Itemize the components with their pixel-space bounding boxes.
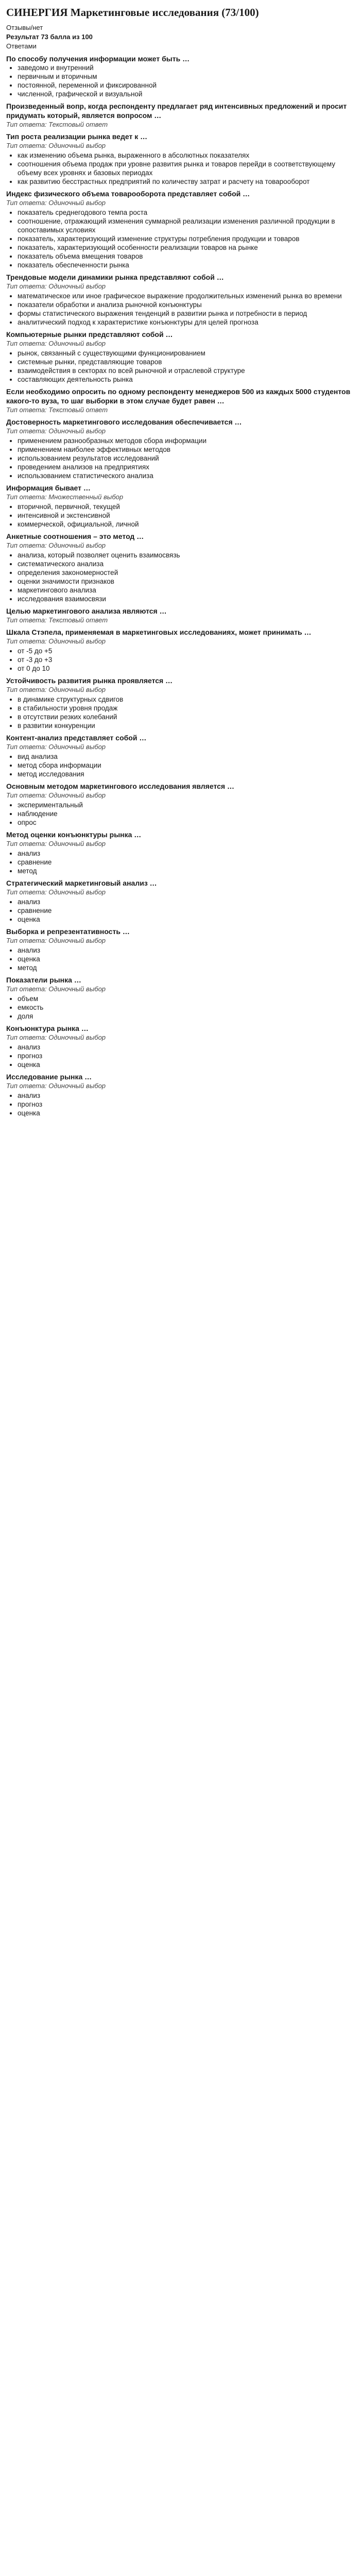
answer-option: • наблюдение xyxy=(18,809,355,818)
answer-type-label: Тип ответа: Одиночный выбор xyxy=(6,340,106,348)
question-text: Стратегический маркетинговый анализ … xyxy=(6,879,157,888)
question-text: Метод оценки конъюнктуры рынка … xyxy=(6,831,142,839)
answer-option: • в развитии конкуренции xyxy=(18,721,355,730)
answer-options xyxy=(6,849,355,875)
meta-line-2: Результат 73 балла из 100 xyxy=(6,33,93,41)
question-block xyxy=(6,330,355,384)
question-text: Контент-анализ представляет собой … xyxy=(6,734,147,742)
question-text: Целью маркетингового анализа являются … xyxy=(6,607,167,616)
answer-option: • показатель, характеризующий особенности реализации товаров на рынке xyxy=(18,243,355,252)
answer-option: • показатель объема вмещения товаров xyxy=(18,252,355,261)
answer-option: • анализ xyxy=(18,946,355,955)
answer-options xyxy=(6,946,355,972)
answer-option: • аналитический подход к характеристике конъюнктуры для целей прогноза xyxy=(18,318,355,327)
answer-option: • анализ xyxy=(18,1043,355,1052)
answer-options xyxy=(6,502,355,529)
question-block xyxy=(6,927,355,972)
answer-options xyxy=(6,551,355,603)
meta-line-3: Ответами xyxy=(6,42,37,50)
answer-option: • прогноз xyxy=(18,1052,355,1060)
answer-option: • от 0 до 10 xyxy=(18,664,355,673)
answer-type-label: Тип ответа: Одиночный выбор xyxy=(6,791,106,800)
question-block xyxy=(6,54,355,98)
answer-option: • метод исследования xyxy=(18,770,355,778)
answer-options xyxy=(6,151,355,186)
question-block xyxy=(6,676,355,730)
answer-option: • соотношение, отражающий изменения суммарной реализации изменения различной продукции в сопоставимых условиях xyxy=(18,217,355,234)
answer-option: • анализ xyxy=(18,897,355,906)
question-text: Трендовые модели динамики рынка представляют собой … xyxy=(6,273,224,282)
question-block xyxy=(6,101,355,129)
answer-option: • первичным и вторичным xyxy=(18,72,355,81)
answer-option: • оценка xyxy=(18,955,355,963)
answer-option: • прогноз xyxy=(18,1100,355,1109)
question-block xyxy=(6,387,355,414)
question-text: Устойчивость развития рынка проявляется … xyxy=(6,676,173,685)
answer-option: • метод xyxy=(18,867,355,875)
question-text: Выборка и репрезентативность … xyxy=(6,927,130,936)
answer-option: • от -3 до +3 xyxy=(18,655,355,664)
answer-type-label: Тип ответа: Одиночный выбор xyxy=(6,743,106,751)
answer-option: • системные рынки, представляющие товаров xyxy=(18,358,355,366)
answer-options xyxy=(6,292,355,327)
answer-option: • коммерческой, официальной, личной xyxy=(18,520,355,529)
answer-option: • метод сбора информации xyxy=(18,761,355,770)
answer-option: • оценка xyxy=(18,1060,355,1069)
question-text: Исследование рынка … xyxy=(6,1073,92,1081)
answer-option: • применением разнообразных методов сбора информации xyxy=(18,436,355,445)
answer-options xyxy=(6,349,355,384)
answer-type-label: Тип ответа: Одиночный выбор xyxy=(6,142,106,150)
answer-option: • применением наиболее эффективных методов xyxy=(18,445,355,454)
question-block xyxy=(6,975,355,1021)
answer-option: • формы статистического выражения тенденций в развитии рынка и потребности в период xyxy=(18,309,355,318)
answer-option: • доля xyxy=(18,1012,355,1021)
answer-option: • исследования взаимосвязи xyxy=(18,595,355,603)
answer-option: • экспериментальный xyxy=(18,801,355,809)
question-block xyxy=(6,132,355,186)
answer-option: • показатель обеспеченности рынка xyxy=(18,261,355,269)
answer-options xyxy=(6,436,355,480)
answer-type-label: Тип ответа: Одиночный выбор xyxy=(6,541,106,550)
question-block xyxy=(6,1024,355,1069)
answer-option: • емкость xyxy=(18,1003,355,1012)
question-text: Показатели рынка … xyxy=(6,976,81,985)
answer-options xyxy=(6,897,355,924)
answer-option: • вторичной, первичной, текущей xyxy=(18,502,355,511)
answer-option: • сравнение xyxy=(18,906,355,915)
answer-options xyxy=(6,63,355,98)
answer-option: • маркетингового анализа xyxy=(18,586,355,595)
answer-option: • как развитию бесстрастных предприятий по количеству затрат и расчету на товарооборот xyxy=(18,177,355,186)
meta-block xyxy=(6,23,355,51)
answer-options xyxy=(6,208,355,269)
answer-option: • от -5 до +5 xyxy=(18,647,355,655)
question-text: Тип роста реализации рынка ведет к … xyxy=(6,132,148,141)
answer-type-label: Тип ответа: Текстовый ответ xyxy=(6,616,108,624)
answer-options xyxy=(6,994,355,1021)
question-block xyxy=(6,483,355,529)
question-block xyxy=(6,532,355,603)
answer-type-label: Тип ответа: Одиночный выбор xyxy=(6,637,106,646)
answer-option: • проведением анализов на предприятиях xyxy=(18,463,355,471)
answer-option: • анализ xyxy=(18,849,355,858)
answer-option: • определения закономерностей xyxy=(18,568,355,577)
page-title: СИНЕРГИЯ Маркетинговые исследования (73/100) xyxy=(6,6,259,19)
question-list xyxy=(6,54,355,1117)
question-text: Если необходимо опросить по одному респонденту менеджеров 500 из каждых 5000 студентов какого-то вуза, то шаг выборки в этом случае будет равен … xyxy=(6,387,351,405)
answer-option: • как изменению объема рынка, выраженного в абсолютных показателях xyxy=(18,151,355,160)
answer-option: • анализа, который позволяет оценить взаимосвязь xyxy=(18,551,355,560)
question-text: По способу получения информации может быть … xyxy=(6,55,190,63)
question-text: Анкетные соотношения – это метод … xyxy=(6,532,144,541)
answer-option: • показатель, характеризующий изменение структуры потребления продукции и товаров xyxy=(18,234,355,243)
question-block xyxy=(6,189,355,269)
question-text: Шкала Стэпела, применяемая в маркетинговых исследованиях, может принимать … xyxy=(6,628,312,637)
answer-option: • численной, графической и визуальной xyxy=(18,90,355,98)
answer-type-label: Тип ответа: Одиночный выбор xyxy=(6,937,106,945)
question-block xyxy=(6,417,355,480)
answer-option: • анализ xyxy=(18,1091,355,1100)
answer-option: • рынок, связанный с существующими функционированием xyxy=(18,349,355,358)
answer-type-label: Тип ответа: Одиночный выбор xyxy=(6,282,106,291)
answer-option: • составляющих деятельность рынка xyxy=(18,375,355,384)
answer-type-label: Тип ответа: Одиночный выбор xyxy=(6,1082,106,1090)
question-text: Индекс физического объема товарооборота представляет собой … xyxy=(6,190,250,198)
question-text: Информация бывает … xyxy=(6,484,91,493)
answer-option: • сравнение xyxy=(18,858,355,867)
question-block xyxy=(6,782,355,827)
answer-option: • опрос xyxy=(18,818,355,827)
answer-option: • оценка xyxy=(18,915,355,924)
answer-option: • заведомо и внутренний xyxy=(18,63,355,72)
question-block xyxy=(6,878,355,924)
question-block xyxy=(6,628,355,673)
answer-type-label: Тип ответа: Текстовый ответ xyxy=(6,121,108,129)
answer-option: • математическое или иное графическое выражение продолжительных изменений рынка во времени xyxy=(18,292,355,300)
question-block xyxy=(6,733,355,778)
answer-option: • вид анализа xyxy=(18,752,355,761)
question-text: Конъюнктура рынка … xyxy=(6,1024,89,1033)
question-text: Достоверность маркетингового исследования обеспечивается … xyxy=(6,418,242,427)
answer-options xyxy=(6,647,355,673)
answer-options xyxy=(6,752,355,778)
answer-options xyxy=(6,1091,355,1117)
answer-option: • использованием статистического анализа xyxy=(18,471,355,480)
answer-option: • оценки значимости признаков xyxy=(18,577,355,586)
meta-line-1: Отзывы/нет xyxy=(6,24,43,32)
question-block xyxy=(6,1072,355,1117)
answer-option: • метод xyxy=(18,963,355,972)
answer-option: • показатель среднегодового темпа роста xyxy=(18,208,355,217)
answer-type-label: Тип ответа: Одиночный выбор xyxy=(6,686,106,694)
answer-option: • в отсутствии резких колебаний xyxy=(18,713,355,721)
answer-type-label: Тип ответа: Одиночный выбор xyxy=(6,840,106,848)
answer-option: • использованием результатов исследований xyxy=(18,454,355,463)
answer-option: • в динамике структурных сдвигов xyxy=(18,695,355,704)
answer-options xyxy=(6,1043,355,1069)
question-block xyxy=(6,830,355,875)
answer-option: • оценка xyxy=(18,1109,355,1117)
answer-type-label: Тип ответа: Одиночный выбор xyxy=(6,427,106,435)
answer-type-label: Тип ответа: Одиночный выбор xyxy=(6,888,106,896)
question-block xyxy=(6,606,355,624)
question-text: Основным методом маркетингового исследования является … xyxy=(6,782,234,791)
question-block xyxy=(6,273,355,327)
answer-option: • постоянной, переменной и фиксированной xyxy=(18,81,355,90)
answer-option: • объем xyxy=(18,994,355,1003)
answer-options xyxy=(6,801,355,827)
answer-type-label: Тип ответа: Одиночный выбор xyxy=(6,985,106,993)
answer-type-label: Тип ответа: Множественный выбор xyxy=(6,493,124,501)
answer-option: • соотношения объема продаж при уровне развития рынка и товаров перейди в соответствующему объему всех уровнях и базовых периодах xyxy=(18,160,355,177)
answer-type-label: Тип ответа: Текстовый ответ xyxy=(6,406,108,414)
answer-option: • взаимодействия в секторах по всей рыночной и отраслевой структуре xyxy=(18,366,355,375)
answer-option: • систематического анализа xyxy=(18,560,355,568)
answer-option: • интенсивной и экстенсивной xyxy=(18,511,355,520)
answer-type-label: Тип ответа: Одиночный выбор xyxy=(6,199,106,207)
question-text: Компьютерные рынки представляют собой … xyxy=(6,330,173,339)
question-text: Произведенный вопр, когда респонденту предлагает ряд интенсивных предложений и просит придумать который, является вопросом … xyxy=(6,102,347,120)
answer-options xyxy=(6,695,355,730)
document-page xyxy=(0,0,361,1128)
answer-option: • в стабильности уровня продаж xyxy=(18,704,355,713)
answer-option: • показатели обработки и анализа рыночной конъюнктуры xyxy=(18,300,355,309)
answer-type-label: Тип ответа: Одиночный выбор xyxy=(6,1033,106,1042)
